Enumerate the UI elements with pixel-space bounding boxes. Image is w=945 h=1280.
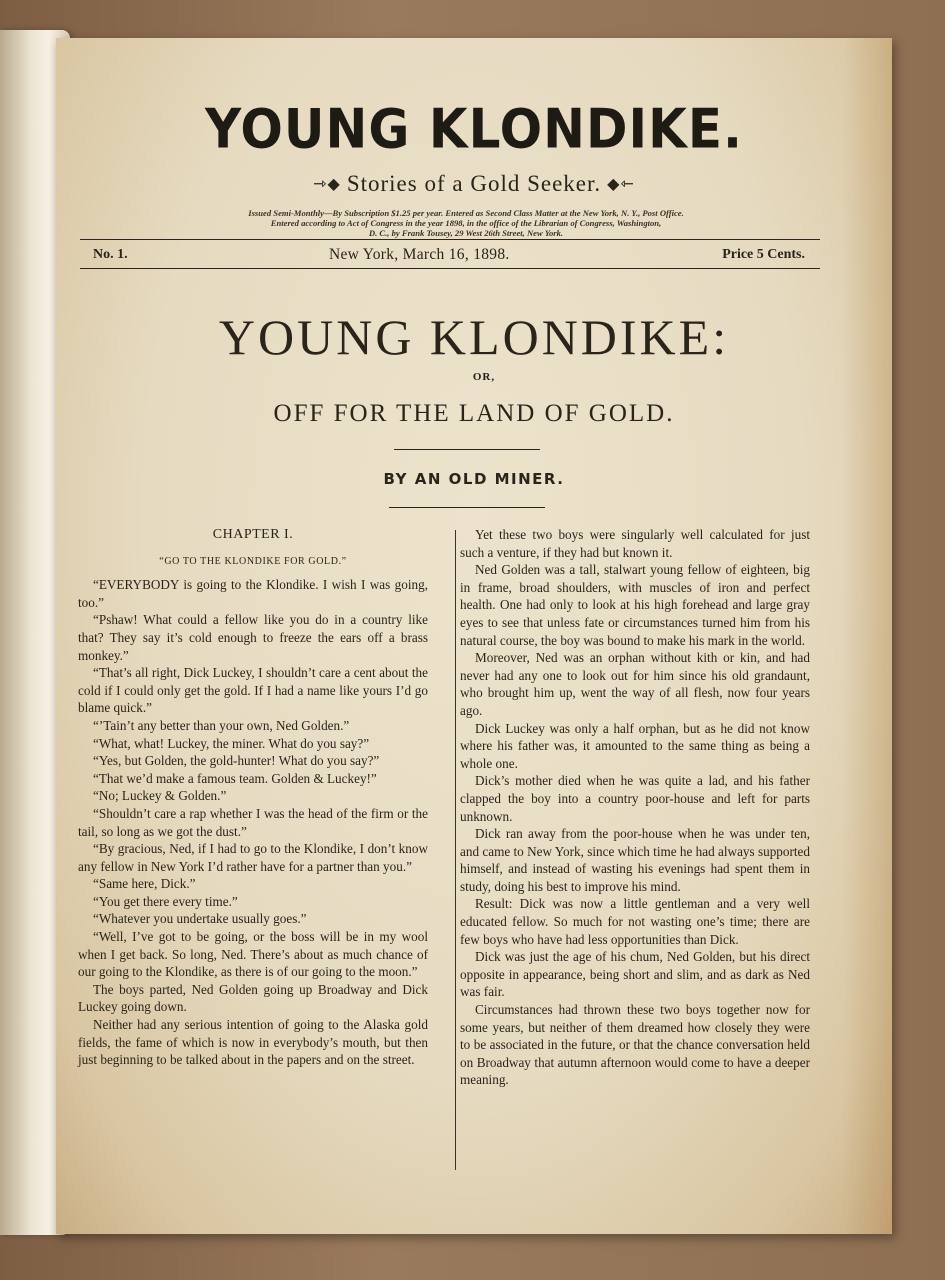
story-byline: BY AN OLD MINER. [383,470,565,488]
story-title: YOUNG KLONDIKE: [218,309,730,365]
paragraph: The boys parted, Ned Golden going up Broadway and Dick Luckey going down. [78,981,428,1015]
paragraph: “Shouldn’t care a rap whether I was the head of the firm or the tail, so long as we got the dust.” [78,805,428,839]
masthead-title: YOUNG KLONDIKE. [205,97,743,161]
paragraph: “You get there every time.” [93,893,238,909]
paragraph: Dick Luckey was only a half orphan, but as he did not know where his father was, it amounted to the same thing as being a whole one. [460,720,810,771]
paragraph: “That’s all right, Dick Luckey, I shouldn’t care a cent about the cold if I could only get the gold. If I had a name like yours I’d go blame quick.” [78,665,428,716]
paragraph: “Whatever you undertake usually goes.” [93,911,307,927]
paragraph: “Yes, but Golden, the gold-hunter! What do you say?” [93,753,380,769]
paragraph: “Pshaw! What could a fellow like you do in a country like that? They say it’s cold enough to freeze the ears off a brass monkey.” [78,612,428,663]
story-or: OR, [472,371,496,383]
right-column [460,526,810,1089]
issue-number: No. 1. [93,247,128,262]
paragraph: Result: Dick was now a little gentleman and a very well educated fellow. So much for not wasting one’s time; there are few boys who have had less opportunities than Dick. [460,896,810,947]
paragraph: “That we’d make a famous team. Golden & Luckey!” [93,770,377,786]
paragraph: Dick’s mother died when he was quite a lad, and his father clapped the boy into a country poor-house and left for parts unknown. [460,773,810,824]
left-column [78,526,428,1069]
paragraph: “Same here, Dick.” [93,876,196,892]
tagline-text: Stories of a Gold Seeker. [346,171,602,196]
chapter-subheading: “GO TO THE KLONDIKE FOR GOLD.” [159,555,347,567]
issue-date: New York, March 16, 1898. [329,246,510,263]
paragraph: Circumstances had thrown these two boys together now for some years, but neither of them dreamed how closely they were to be associated in the future, or that the chance conversation held on Broadway that autumn afternoon would come to have a deeper meaning. [460,1002,810,1088]
masthead-rule-bottom [80,268,820,269]
paragraph: Dick was just the age of his chum, Ned Golden, but his direct opposite in appearance, being short and slim, and as dark as Ned was fair. [460,949,810,1000]
ornament-left-icon: ⇾◆ [313,176,341,193]
issue-line [93,244,805,266]
title-divider [394,449,540,450]
paragraph: “’Tain’t any better than your own, Ned Golden.” [93,717,350,733]
paragraph: “What, what! Luckey, the miner. What do you say?” [93,735,370,751]
imprint-notice [146,208,786,238]
magazine-page [56,38,892,1234]
masthead-rule-top [80,239,820,240]
paragraph: “By gracious, Ned, if I had to go to the Klondike, I don’t know any fellow in New York I’d rather have for a partner than you.” [78,841,428,874]
paragraph: Ned Golden was a tall, stalwart young fellow of eighteen, big in frame, broad shoulders, with muscles of iron and perfect health. One had only to look at his high forehead and large gray eyes to see that unless fate or circumstances turned him from his natural course, the boy was bound to make his mark in the world. [460,562,810,648]
paragraph: Moreover, Ned was an orphan without kith or kin, and had never had any one to look out for him since his old grandaunt, who brought him up, went the way of all flesh, now four years ago. [460,650,810,718]
column-divider [455,530,456,1170]
paragraph: “No; Luckey & Golden.” [93,788,227,804]
paragraph: “Well, I’ve got to be going, or the boss will be in my wool when I get back. So long, Ned. There’s about as much chance of our going to the Klondike, as there is of our going to the moon.” [78,929,428,980]
paragraph: Dick ran away from the poor-house when he was under ten, and came to New York, since which time he had always supported himself, and instead of wasting his evenings had spent them in study, doing his best to improve his mind. [460,826,810,894]
paragraph: Yet these two boys were singularly well calculated for just such a venture, if they had but known it. [460,527,810,560]
ornament-right-icon: ◆⇽ [607,176,635,193]
imprint-line-1: Issued Semi-Monthly—By Subscription $1.25 per year. Entered as Second Class Matter at the New York, N. Y., Post Office. [248,208,684,218]
imprint-line-2: Entered according to Act of Congress in the year 1898, in the office of the Librarian of Congress, Washington, [270,218,662,228]
imprint-line-3: D. C., by Frank Tousey, 29 West 26th Street, New York. [368,228,564,238]
chapter-heading: CHAPTER I. [212,527,294,542]
story-subtitle: OFF FOR THE LAND OF GOLD. [273,400,675,427]
paragraph: Neither had any serious intention of going to the Alaska gold fields, the fame of which is now in everybody’s mouth, but then just beginning to be talked about in the papers and on the street. [78,1017,428,1068]
byline-divider [389,507,545,508]
issue-price: Price 5 Cents. [722,247,805,262]
paragraph: “EVERYBODY is going to the Klondike. I wish I was going, too.” [78,577,428,610]
masthead-tagline [56,171,892,197]
